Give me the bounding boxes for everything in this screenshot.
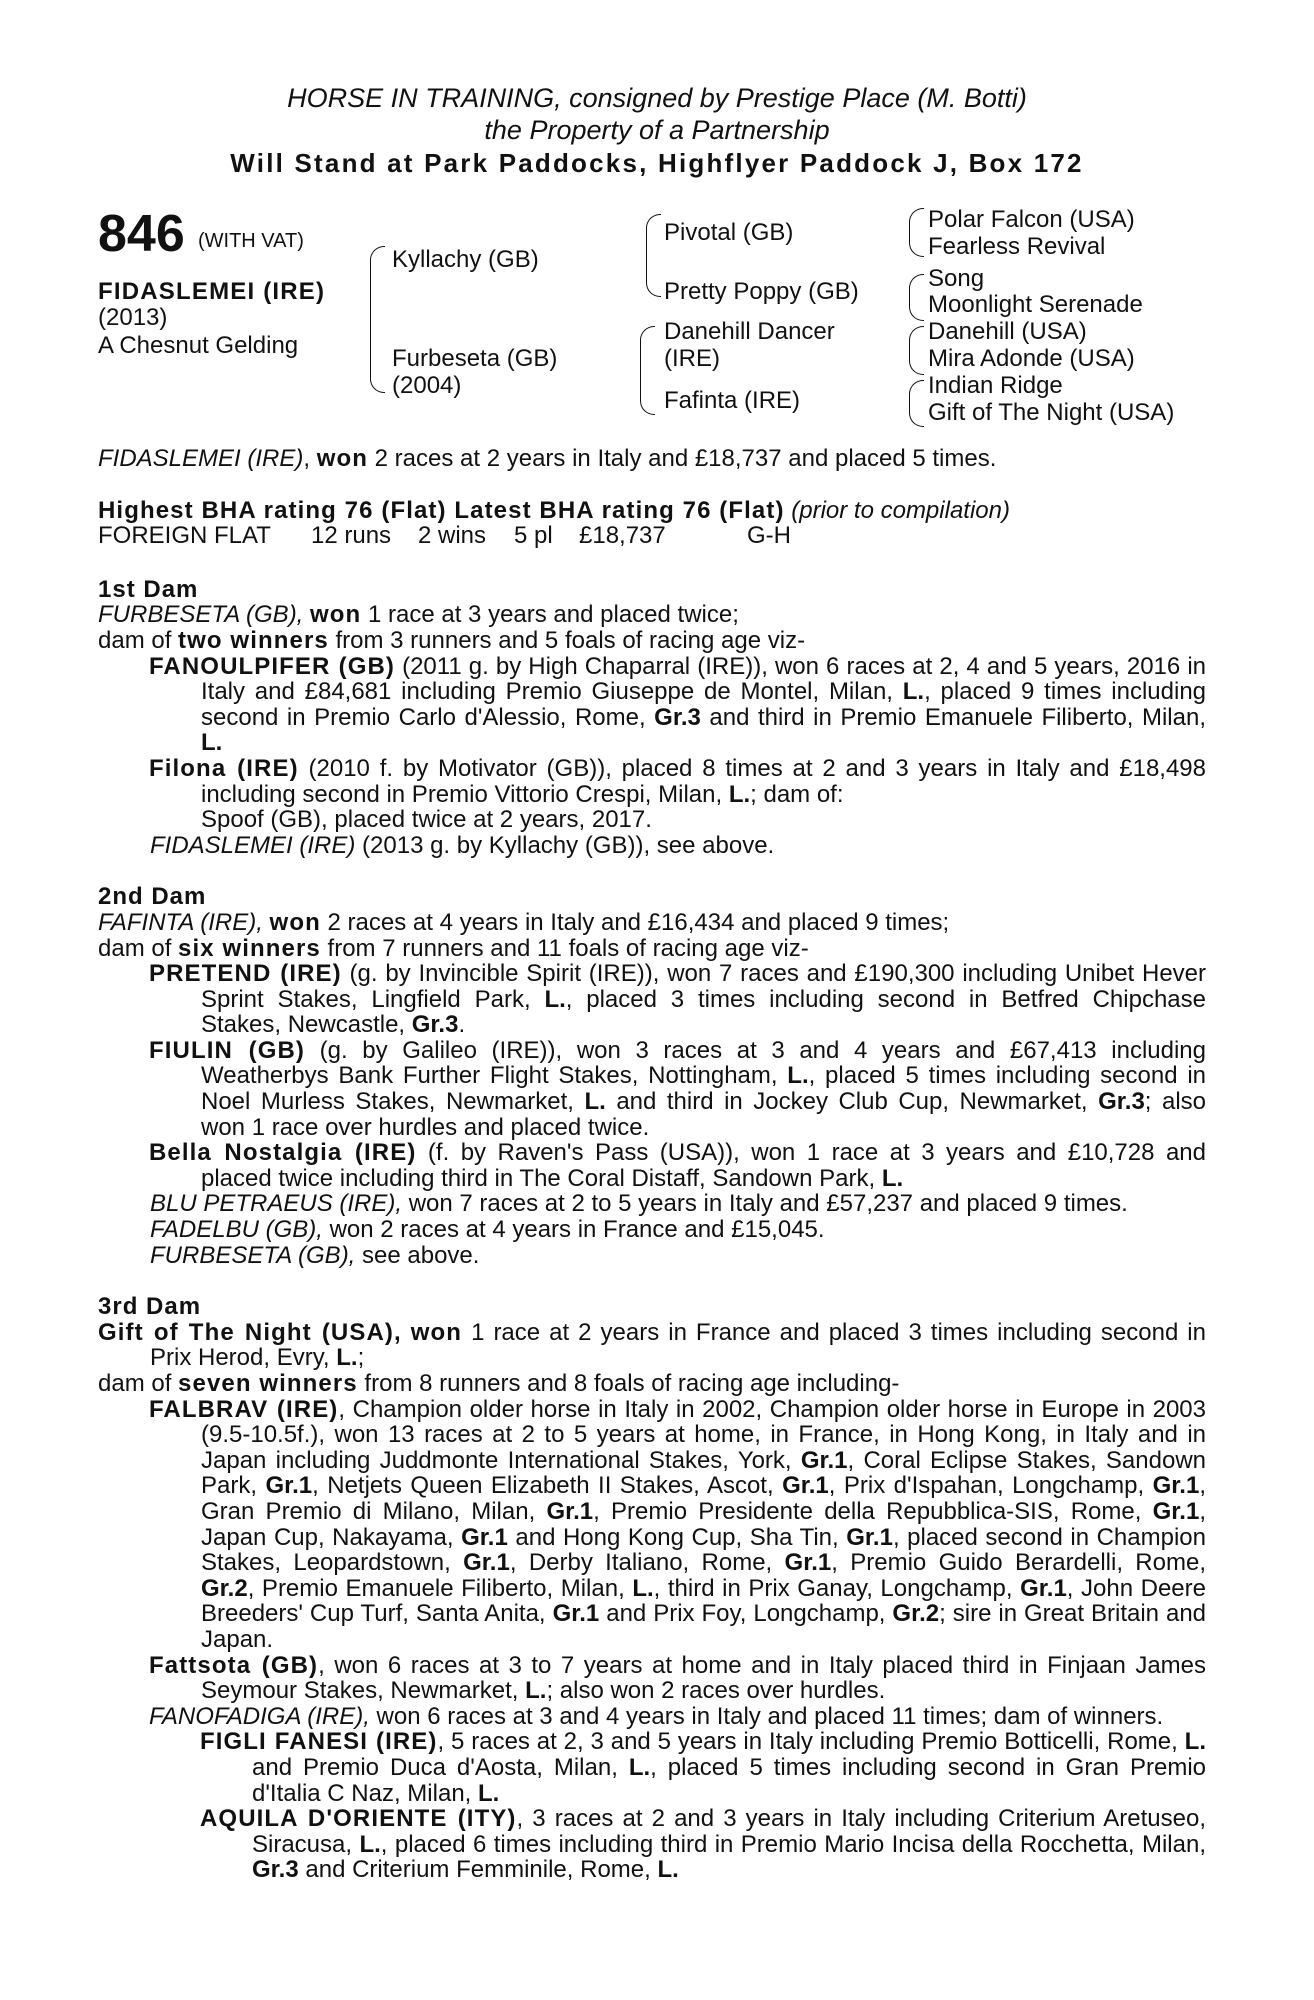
- horse-description: A Chesnut Gelding: [98, 332, 299, 359]
- pedigree-gg8: Gift of The Night (USA): [928, 399, 1175, 426]
- pedigree-sire-sire: Pivotal (GB): [664, 219, 794, 246]
- pedigree-dam-sire: Danehill Dancer: [664, 318, 835, 345]
- pedigree-dam-sire-country: (IRE): [664, 345, 720, 372]
- produce-entry: Fattsota (GB), won 6 races at 3 to 7 years at home and in Italy placed third in Finjaan James Seymour Stakes, Newmarket, L.; also won 2 races over hurdles.: [149, 1651, 1207, 1705]
- pedigree-brace: [640, 370, 655, 415]
- second-dam-section: [98, 884, 1206, 1268]
- produce-entry: Spoof (GB), placed twice at 2 years, 2017.: [201, 806, 652, 834]
- first-dam-section: [98, 577, 1206, 859]
- pedigree-brace: [909, 274, 924, 297]
- pedigree-dam: Furbeseta (GB): [392, 345, 558, 372]
- first-dam-heading: 1st Dam: [98, 575, 199, 603]
- pedigree-brace: [909, 380, 924, 403]
- produce-entry: Bella Nostalgia (IRE) (f. by Raven's Pass (USA)), won 1 race at 3 years and £10,728 and placed twice including third in The Coral Distaff, Sandown Park, L.: [149, 1139, 1206, 1192]
- stabling-line: Will Stand at Park Paddocks, Highflyer Paddock J, Box 172: [230, 148, 1084, 178]
- race-summary: FIDASLEMEI (IRE), won 2 races at 2 years in Italy and £18,737 and placed 5 times.: [98, 445, 997, 472]
- pedigree-brace: [640, 326, 655, 371]
- produce-entry: FURBESETA (GB), see above.: [150, 1241, 480, 1269]
- pedigree-dam-year: (2004): [392, 372, 462, 399]
- rating-line: Highest BHA rating 76 (Flat) Latest BHA rating 76 (Flat) (prior to compilation): [98, 496, 1010, 524]
- pedigree-gg4: Moonlight Serenade: [928, 291, 1143, 318]
- pedigree-sire-dam: Pretty Poppy (GB): [664, 278, 859, 305]
- pedigree-brace: [909, 326, 924, 351]
- produce-entry: BLU PETRAEUS (IRE), won 7 races at 2 to 5 years in Italy and £57,237 and placed 9 times.: [150, 1190, 1128, 1218]
- produce-entry: AQUILA D'ORIENTE (ITY), 3 races at 2 and 3 years in Italy including Criterium Aretuseo, Siracusa, L., placed 6 times including third in Premio Mario Incisa della Rocchetta, Milan, Gr.3 and Criterium Femminile, Rome, L.: [200, 1805, 1206, 1884]
- second-dam-heading: 2nd Dam: [98, 883, 207, 911]
- consignor-line: HORSE IN TRAINING, consigned by Prestige Place (M. Botti): [287, 83, 1027, 113]
- pedigree-brace: [909, 350, 924, 375]
- pedigree-brace: [646, 256, 661, 297]
- pedigree-brace: [909, 402, 924, 427]
- produce-entry: Filona (IRE) (2010 f. by Motivator (GB)), placed 8 times at 2 and 3 years in Italy and £18,498 including second in Premio Vittorio Crespi, Milan, L.; dam of:: [149, 754, 1207, 808]
- produce-entry: FANOULPIFER (GB) (2011 g. by High Chaparral (IRE)), won 6 races at 2, 4 and 5 years, 2016 in Italy and £84,681 including Premio Giuseppe de Montel, Milan, L., placed 9 times including second in Premio Carlo d'Alessio, Rome, Gr.3 and third in Premio Emanuele Filiberto, Milan, L.: [149, 652, 1207, 757]
- third-dam-heading: 3rd Dam: [98, 1293, 202, 1321]
- pedigree-gg5: Danehill (USA): [928, 318, 1087, 345]
- produce-entry: FIDASLEMEI (IRE) (2013 g. by Kyllachy (GB)), see above.: [150, 831, 775, 859]
- second-dam-produce-line: dam of six winners from 7 runners and 11 foals of racing age viz-: [98, 934, 809, 962]
- first-dam-line: FURBESETA (GB), won 1 race at 3 years and placed twice;: [98, 601, 739, 629]
- pedigree-brace: [646, 214, 661, 257]
- pedigree-brace: [909, 232, 924, 257]
- pedigree-brace: [370, 326, 385, 393]
- third-dam-line: Gift of The Night (USA), won 1 race at 2 years in France and placed 3 times including second in Prix Herod, Evry, L.;: [98, 1318, 1206, 1372]
- produce-entry: PRETEND (IRE) (g. by Invincible Spirit (IRE)), won 7 races and £190,300 including Unibet Hever Sprint Stakes, Lingfield Park, L., placed 3 times including second in Betfred Chipchase Stakes, Newcastle, Gr.3.: [149, 960, 1207, 1039]
- pedigree-gg3: Song: [928, 265, 985, 292]
- pedigree-brace: [370, 246, 385, 327]
- catalogue-body: [98, 446, 1206, 1883]
- pedigree-dam-dam: Fafinta (IRE): [664, 387, 801, 414]
- pedigree-gg2: Fearless Revival: [928, 233, 1106, 260]
- race-record: FOREIGN FLAT 12 runs 2 wins 5 pl £18,737 G-H: [98, 522, 791, 550]
- pedigree-brace: [909, 208, 924, 233]
- pedigree-gg7: Indian Ridge: [928, 372, 1063, 399]
- horse-name: FIDASLEMEI (IRE): [98, 278, 326, 305]
- lot-number: 846: [98, 205, 185, 263]
- produce-entry: FADELBU (GB), won 2 races at 4 years in France and £15,045.: [150, 1216, 825, 1244]
- horse-year: (2013): [98, 304, 168, 331]
- produce-entry: FIULIN (GB) (g. by Galileo (IRE)), won 3 races at 3 and 4 years and £67,413 including Weatherbys Bank Further Flight Stakes, Nottingham, L., placed 5 times including second in Noel Murless Stakes, Newmarket, L. and third in Jockey Club Cup, Newmarket, Gr.3; also won 1 race over hurdles and placed twice.: [149, 1036, 1207, 1141]
- pedigree-sire: Kyllachy (GB): [392, 246, 539, 273]
- pedigree-gg1: Polar Falcon (USA): [928, 206, 1135, 233]
- vat-note: (WITH VAT): [198, 230, 304, 252]
- pedigree-brace: [909, 296, 924, 321]
- property-line: the Property of a Partnership: [484, 115, 830, 145]
- first-dam-produce-line: dam of two winners from 3 runners and 5 foals of racing age viz-: [98, 626, 806, 654]
- produce-entry: FALBRAV (IRE), Champion older horse in Italy in 2002, Champion older horse in Europe in 2003 (9.5-10.5f.), won 13 races at 2 to 5 years at home, in France, in Hong Kong, in Italy and in Japan including Juddmonte International Stakes, York, Gr.1, Coral Eclipse Stakes, Sandown Park, Gr.1, Netjets Queen Elizabeth II Stakes, Ascot, Gr.1, Prix d'Ispahan, Longchamp, Gr.1, Gran Premio di Milano, Milan, Gr.1, Premio Presidente della Repubblica-SIS, Rome, Gr.1, Japan Cup, Nakayama, Gr.1 and Hong Kong Cup, Sha Tin, Gr.1, placed second in Champion Stakes, Leopardstown, Gr.1, Derby Italiano, Rome, Gr.1, Premio Guido Berardelli, Rome, Gr.2, Premio Emanuele Filiberto, Milan, L., third in Prix Ganay, Longchamp, Gr.1, John Deere Breeders' Cup Turf, Santa Anita, Gr.1 and Prix Foy, Longchamp, Gr.2; sire in Great Britain and Japan.: [149, 1395, 1207, 1653]
- produce-entry: FIGLI FANESI (IRE), 5 races at 2, 3 and 5 years in Italy including Premio Botticelli, Rome, L. and Premio Duca d'Aosta, Milan, L., placed 5 times including second in Gran Premio d'Italia C Naz, Milan, L.: [200, 1728, 1206, 1807]
- third-dam-section: [98, 1294, 1206, 1883]
- produce-entry: FANOFADIGA (IRE), won 6 races at 3 and 4 years in Italy and placed 11 times; dam of winners.: [149, 1702, 1164, 1730]
- second-dam-line: FAFINTA (IRE), won 2 races at 4 years in Italy and £16,434 and placed 9 times;: [98, 908, 950, 936]
- third-dam-produce-line: dam of seven winners from 8 runners and 8 foals of racing age including-: [98, 1370, 900, 1397]
- pedigree-gg6: Mira Adonde (USA): [928, 345, 1135, 372]
